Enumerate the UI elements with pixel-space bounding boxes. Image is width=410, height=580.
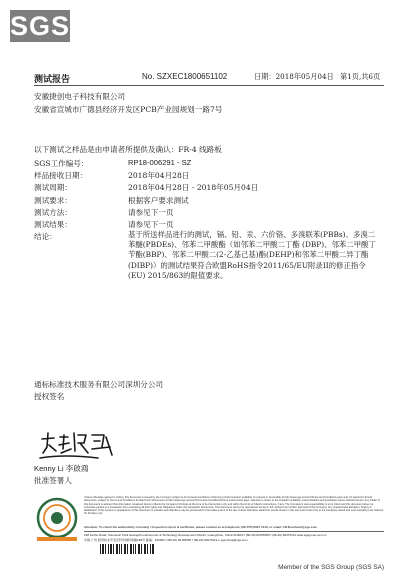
- field-label-job-no: SGS工作编号：: [34, 159, 89, 168]
- client-address: 安徽省宣城市广德县经济开发区PCB产业园规划一路7号: [34, 105, 223, 114]
- sgs-stamp-icon: [34, 497, 80, 543]
- terms-fine-print: Unless otherwise agreed in writing, this document is issued by the Company subject to its General Conditions of Service printed overleaf, available on request or accessible at http://www.sgs.com/en/Terms-and-Conditions.aspx and, for electronic format documents, subject to Terms and Conditions for Electronic Documents at http://www.sgs.com/en/Terms-and-Conditions/Terms-e-Document.aspx. Attention is drawn to the limitation of liability, indemnification and jurisdiction issues defined therein. Any holder of this document is advised that information contained hereon reflects the Company's findings at the time of its intervention only and within the limits of Client's instructions, if any. The Company's sole responsibility is to its Client and this document does not exonerate parties to a transaction from exercising all their rights and obligations under the transaction documents. This document cannot be reproduced except in full, without prior written approval of the Company. Any unauthorized alteration, forgery or falsification of the content or appearance of this document is unlawful and offenders may be prosecuted to the fullest extent of the law. Unless otherwise stated the results shown in this test report refer only to the sample(s) tested and such sample(s) are retained for 30 days only.: [84, 496, 384, 516]
- footer-address-en: 198 Kezhu Road, Scientech Park Guangzhou Economic & Technology Development District, Guangzhou, China 510663 t (86-20) 82155555 f (86-20) 82075113 www.sgsgroup.com.cn: [84, 533, 327, 537]
- signatory-name: Kenny Li 李啟鴻: [34, 464, 89, 473]
- authenticity-notice: Attention: To check the authenticity of testing / inspection report & certificate, please contact us at telephone: (86-755) 8307 1443, or email: CN.Doccheck@sgs.com: [84, 525, 318, 529]
- signatory-title: 批准签署人: [34, 476, 72, 485]
- field-value-job-no: RP18-006291 - SZ: [128, 158, 192, 167]
- barcode-icon: [100, 544, 154, 554]
- field-value-method: 请参见下一页: [128, 208, 174, 217]
- report-number: No. SZXEC1800651102: [142, 72, 228, 81]
- page-indicator: 第1页,共6页: [340, 72, 381, 81]
- field-value-requirement: 根据客户要求测试: [128, 196, 189, 205]
- authorized-signature-label: 授权签名: [34, 392, 65, 401]
- field-value-received: 2018年04月28日: [128, 171, 190, 180]
- sgs-logo: SGS: [10, 11, 71, 41]
- report-date: 日期：2018年05月04日: [254, 72, 334, 81]
- conclusion-label: 结论：: [34, 232, 57, 241]
- field-value-result: 请参见下一页: [128, 220, 174, 229]
- field-label-method: 测试方法：: [34, 208, 72, 217]
- sample-intro: 以下测试之样品是由申请者所提供及确认：FR-4 线路板: [34, 145, 222, 154]
- field-label-received: 样品接收日期：: [34, 171, 88, 180]
- client-name: 安徽捷创电子科技有限公司: [34, 92, 126, 101]
- footer-divider: [84, 531, 384, 532]
- field-label-period: 测试周期：: [34, 183, 72, 192]
- footer-address-cn: 中国·广州·经济技术开发区科学城科珠路198号 邮编：510663 t (86-20) 82155555 f (86-20) 82075113 e sgs.china@sgs.com: [84, 538, 248, 542]
- field-value-period: 2018年04月28日 - 2018年05月04日: [128, 183, 259, 192]
- company-name: 通标标准技术服务有限公司深圳分公司: [34, 380, 164, 389]
- field-label-result: 测试结果：: [34, 220, 72, 229]
- member-of-sgs-group: Member of the SGS Group (SGS SA): [278, 564, 384, 571]
- field-label-requirement: 测试要求：: [34, 196, 72, 205]
- report-title: 测试报告: [34, 75, 71, 85]
- conclusion-text: 基于所送样品进行的测试，镉、铅、汞、六价铬、多溴联苯(PBBs)、多溴二苯醚(PBDEs)、邻苯二甲酸酯（如邻苯二甲酸二丁酯 (DBP)、邻苯二甲酸丁苄酯(BBP)、邻苯二甲酸二(2-乙基己基)酯(DEHP)和邻苯二甲酸二异丁酯(DIBP)）的测试结果符合欧盟RoHS指令2011/65/EU附录II的修正指令(EU) 2015/863的限值要求。: [128, 230, 376, 280]
- handwritten-signature: [34, 425, 120, 465]
- header-divider: [34, 85, 384, 86]
